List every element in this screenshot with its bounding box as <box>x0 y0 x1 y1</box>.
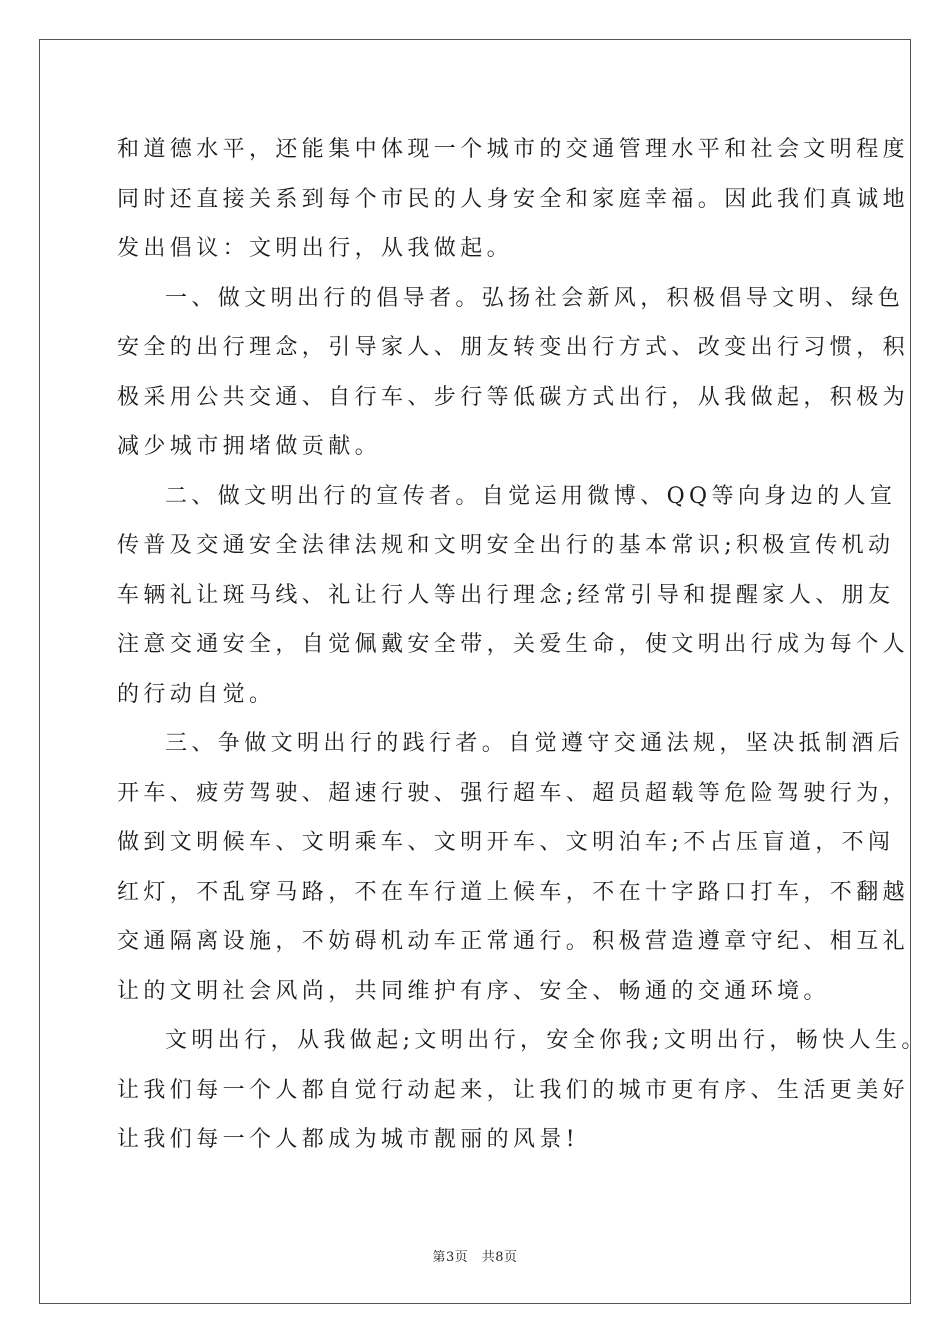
text-line: 的行动自觉。 <box>117 681 276 707</box>
text-line: 三、争做文明出行的践行者。自觉遵守交通法规，坚决抵制酒后 <box>165 731 905 756</box>
text-line: 一、做文明出行的倡导者。弘扬社会新风，积极倡导文明、绿色 <box>165 285 905 311</box>
text-line: 做到文明候车、文明乘车、文明开车、文明泊车;不占压盲道，不闯 <box>117 830 895 855</box>
text-line: 传普及交通安全法律法规和文明安全出行的基本常识;积极宣传机动 <box>117 533 895 558</box>
text-line: 注意交通安全，自觉佩戴安全带，关爱生命，使文明出行成为每个人 <box>117 632 910 657</box>
text-line: 减少城市拥堵做贡献。 <box>117 434 382 459</box>
text-line: 红灯，不乱穿马路，不在车行道上候车，不在十字路口打车，不翻越 <box>117 879 910 905</box>
text-line: 开车、疲劳驾驶、超速行驶、强行超车、超员超载等危险驾驶行为， <box>117 780 910 806</box>
text-line: 二、做文明出行的宣传者。自觉运用微博、QQ等向身边的人宣 <box>165 483 897 509</box>
text-line: 安全的出行理念，引导家人、朋友转变出行方式、改变出行习惯，积 <box>117 335 910 360</box>
text-line: 交通隔离设施，不妨碍机动车正常通行。积极营造遵章守纪、相互礼 <box>117 929 910 954</box>
text-line: 让我们每一个人都自觉行动起来，让我们的城市更有序、生活更美好 <box>117 1077 910 1103</box>
text-line: 同时还直接关系到每个市民的人身安全和家庭幸福。因此我们真诚地 <box>117 186 910 212</box>
text-line: 极采用公共交通、自行车、步行等低碳方式出行，从我做起，积极为 <box>117 384 910 410</box>
text-line: 车辆礼让斑马线、礼让行人等出行理念;经常引导和提醒家人、朋友 <box>117 582 895 608</box>
document-body <box>117 125 928 1165</box>
text-line: 文明出行，从我做起;文明出行，安全你我;文明出行，畅快人生。 <box>165 1028 928 1053</box>
text-line: 让我们每一个人都成为城市靓丽的风景! <box>117 1127 580 1152</box>
page-footer: 第3页 共8页 <box>432 1250 518 1265</box>
text-line: 发出倡议：文明出行，从我做起。 <box>117 236 514 261</box>
text-line: 让的文明社会风尚，共同维护有序、安全、畅通的交通环境。 <box>117 978 830 1004</box>
text-line: 和道德水平，还能集中体现一个城市的交通管理水平和社会文明程度 <box>117 137 910 162</box>
